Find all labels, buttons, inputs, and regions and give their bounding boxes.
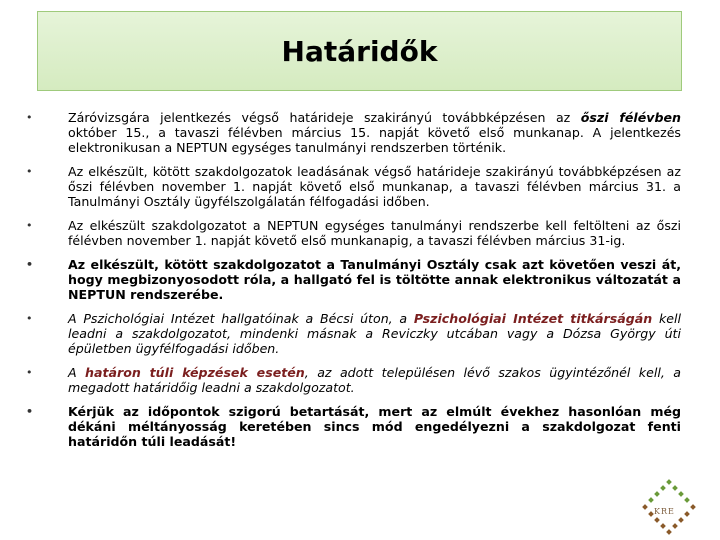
title-box bbox=[37, 11, 682, 91]
bullet-icon: • bbox=[26, 312, 33, 325]
list-item bbox=[26, 110, 681, 155]
bullet-text-part: kell leadni a szakdolgozatot, mindenki másnak a Reviczky utcában vagy a Dózsa György úti épületben ügyfélfogadási időben. bbox=[68, 311, 681, 356]
bullet-text-part: október 15., a tavaszi félévben március 15. napját követő első munkanap. A jelentkezés elektronikusan a NEPTUN egységes tanulmányi rendszerben történik. bbox=[68, 125, 681, 155]
bullet-text-part: A bbox=[68, 365, 86, 380]
bullet-icon: • bbox=[26, 405, 34, 418]
page-title: Határidők bbox=[281, 34, 438, 68]
bullet-icon: • bbox=[26, 366, 33, 379]
bullet-text-emphasis: határon túli képzések esetén bbox=[85, 365, 305, 380]
bullet-list bbox=[26, 110, 681, 458]
bullet-text: Kérjük az időpontok szigorú betartását, mert az elmúlt évekhez hasonlóan még dékáni méltányosság keretében sincs mód engedélyezni a szakdolgozat fenti határidőn túli leadását! bbox=[68, 404, 681, 449]
bullet-text: Az elkészült, kötött szakdolgozatot a Tanulmányi Osztály csak azt követően veszi át, hogy megbizonyosodott róla, a hallgató fel is töltötte annak elektronikus változatát a NEPTUN rendszerébe. bbox=[68, 257, 681, 302]
bullet-icon: • bbox=[26, 111, 33, 124]
logo-text: KRE bbox=[654, 507, 675, 516]
bullet-icon: • bbox=[26, 258, 34, 271]
list-item bbox=[26, 311, 681, 356]
bullet-text-part: , az adott településen lévő szakos ügyintézőnél kell, a megadott határidőig leadni a szakdolgozatot. bbox=[68, 365, 681, 395]
bullet-text-emphasis: őszi félévben bbox=[580, 110, 682, 125]
list-item bbox=[26, 365, 681, 395]
bullet-text-part: A Pszichológiai Intézet hallgatóinak a Bécsi úton, a bbox=[68, 311, 414, 326]
list-item bbox=[26, 257, 681, 302]
bullet-icon: • bbox=[26, 219, 33, 232]
list-item bbox=[26, 164, 681, 209]
list-item bbox=[26, 404, 681, 449]
bullet-text-emphasis: Pszichológiai Intézet titkárságán bbox=[413, 311, 653, 326]
bullet-text-part: Záróvizsgára jelentkezés végső határideje szakirányú továbbképzésen az bbox=[68, 110, 581, 125]
bullet-text: Az elkészült szakdolgozatot a NEPTUN egységes tanulmányi rendszerbe kell feltölteni az őszi félévben november 1. napját követő első munkanapig, a tavaszi félévben március 31-ig. bbox=[68, 218, 681, 248]
bullet-text: Az elkészült, kötött szakdolgozatok leadásának végső határideje szakirányú továbbképzésen az őszi félévben november 1. napját követő első munkanap, a tavaszi félévben március 31. a Tanulmányi Osztály ügyfélszolgálatán félfogadási időben. bbox=[68, 164, 681, 209]
bullet-icon: • bbox=[26, 165, 33, 178]
list-item bbox=[26, 218, 681, 248]
